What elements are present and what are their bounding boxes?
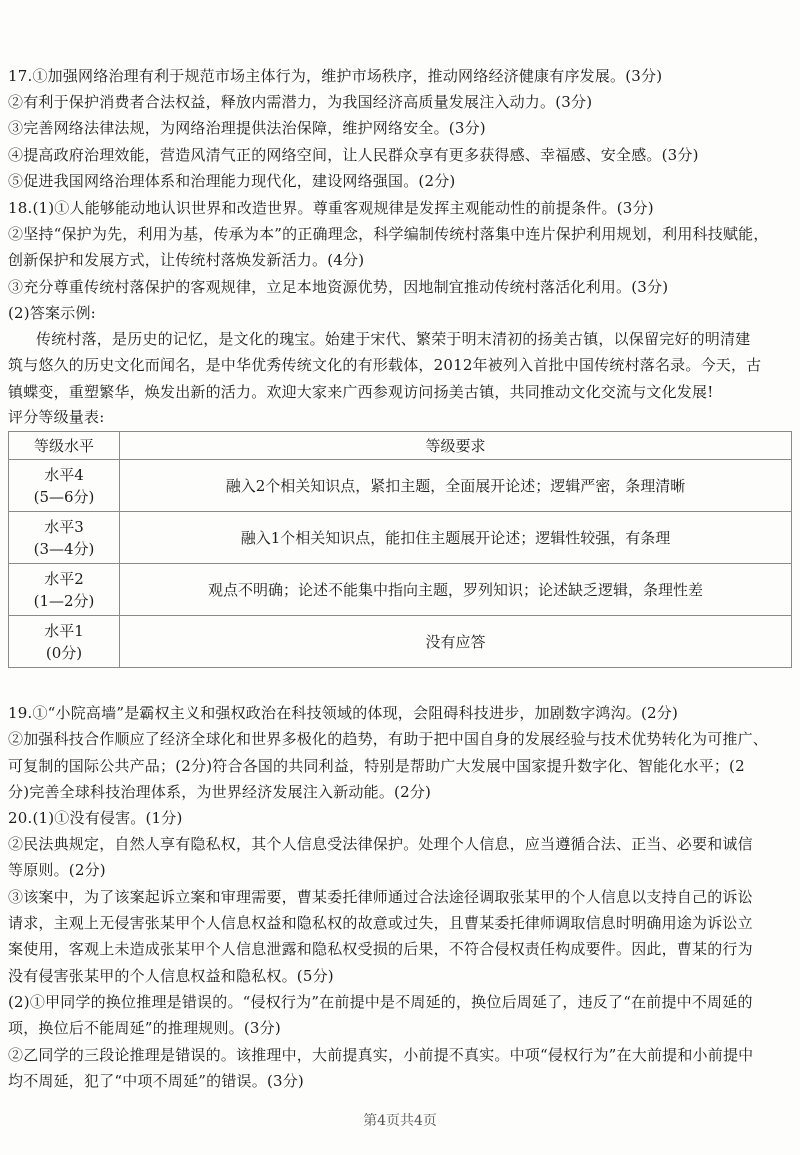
answer-17-point-2: ②有利于保护消费者合法权益，释放内需潜力，为我国经济高质量发展注入动力。(3分) (8, 93, 593, 111)
level-cell (9, 512, 120, 564)
answer-19-point-2-end: 分)完善全球科技治理体系，为世界经济发展注入新动能。(2分) (8, 783, 432, 801)
level-score: (0分) (45, 643, 83, 662)
answer-20-2-point-2: ②乙同学的三段论推理是错误的。该推理中，大前提真实，小前提不真实。中项“侵权行为”在大前提和小前提中 (8, 1046, 754, 1064)
answer-20-1-point-2-cont: 等原则。(2分) (8, 861, 106, 879)
answer-19-point-2: ②加强科技合作顺应了经济全球化和世界多极化的趋势，有助于把中国自身的发展经验与技术优势转化为可推广、 (8, 730, 769, 748)
table-row (9, 460, 792, 512)
table-row (9, 512, 792, 564)
sample-paragraph-line-1: 传统村落，是历史的记忆，是文化的瑰宝。始建于宋代、繁荣于明末清初的扬美古镇，以保留完好的明清建 (36, 330, 751, 348)
answer-20-1-point-3-cont-2: 案使用，客观上未造成张某甲个人信息泄露和隐私权受损的后果，不符合侵权责任构成要件。因此，曹某的行为 (8, 940, 753, 958)
answer-20-2-point-1-cont: 项，换位后不能周延”的推理规则。(3分) (8, 1019, 281, 1037)
table-row (9, 564, 792, 616)
answer-20-1-point-3: ③该案中，为了该案起诉立案和审理需要，曹某委托律师通过合法途径调取张某甲的个人信息以支持自己的诉讼 (8, 888, 753, 906)
answer-20-2-point-2-cont: 均不周延，犯了“中项不周延”的错误。(3分) (8, 1072, 304, 1090)
level-score: (5—6分) (33, 487, 95, 506)
level-name: 水平4 (44, 465, 84, 484)
level-score: (1—2分) (33, 591, 95, 610)
answer-18-1-point-2-cont: 创新保护和发展方式，让传统村落焕发新活力。(4分) (8, 251, 365, 269)
level-name: 水平1 (44, 621, 84, 640)
grading-scale-title: 评分等级量表: (8, 408, 105, 426)
requirement-cell: 融入1个相关知识点，能扣住主题展开论述；逻辑性较强，有条理 (120, 512, 792, 564)
answer-17-point-4: ④提高政府治理效能，营造风清气正的网络空间，让人民群众享有更多获得感、幸福感、安全感。(3分) (8, 146, 699, 164)
grading-table (8, 431, 792, 668)
requirement-cell: 观点不明确；论述不能集中指向主题，罗列知识；论述缺乏逻辑，条理性差 (120, 564, 792, 616)
answer-18-1-point-2: ②坚持“保护为先，利用为基，传承为本”的正确理念，科学编制传统村落集中连片保护利用规划，利用科技赋能， (8, 225, 769, 243)
level-cell (9, 616, 120, 668)
answer-18-2-heading: (2)答案示例: (8, 304, 96, 322)
grading-table-header (9, 432, 792, 460)
page-number: 第4页共4页 (363, 1113, 437, 1129)
table-row (9, 616, 792, 668)
answer-20-1-point-3-cont-3: 没有侵害张某甲的个人信息权益和隐私权。(5分) (8, 967, 334, 985)
answer-20-1-point-1: 20.(1)①没有侵害。(1分) (8, 809, 183, 827)
level-name: 水平2 (44, 569, 84, 588)
answer-17-point-5: ⑤促进我国网络治理体系和治理能力现代化，建设网络强国。(2分) (8, 172, 456, 190)
sample-paragraph-line-2: 筑与悠久的历史文化而闻名，是中华优秀传统文化的有形载体，2012年被列入首批中国传统村落名录。今天，古 (8, 356, 762, 374)
answer-20-1-point-2: ②民法典规定，自然人享有隐私权，其个人信息受法律保护。处理个人信息，应当遵循合法、正当、必要和诚信 (8, 835, 753, 853)
sample-paragraph-line-3: 镇蝶变，重塑繁华，焕发出新的活力。欢迎大家来广西参观访问扬美古镇，共同推动文化交流与文化发展! (8, 383, 714, 401)
requirement-cell: 融入2个相关知识点，紧扣主题，全面展开论述；逻辑严密，条理清晰 (120, 460, 792, 512)
answer-17-point-1: 17.①加强网络治理有利于规范市场主体行为，维护市场秩序，推动网络经济健康有序发展。(3分) (8, 67, 663, 85)
header-level: 等级水平 (9, 432, 120, 460)
header-requirement: 等级要求 (120, 432, 792, 460)
answer-19-point-1: 19.①“小院高墙”是霸权主义和强权政治在科技领域的体现，会阻碍科技进步，加剧数字鸿沟。(2分) (8, 704, 679, 722)
answer-20-1-point-3-cont-1: 请求，主观上无侵害张某甲个人信息权益和隐私权的故意或过失，且曹某委托律师调取信息时明确用途为诉讼立 (8, 914, 753, 932)
answer-17-point-3: ③完善网络法律法规，为网络治理提供法治保障，维护网络安全。(3分) (8, 119, 486, 137)
answer-20-2-point-1: (2)①甲同学的换位推理是错误的。“侵权行为”在前提中是不周延的，换位后周延了，违反了“在前提中不周延的 (8, 993, 753, 1011)
level-name: 水平3 (44, 517, 84, 536)
level-score: (3—4分) (33, 539, 95, 558)
answer-18-1-point-3: ③充分尊重传统村落保护的客观规律，立足本地资源优势，因地制宜推动传统村落活化利用。(3分) (8, 278, 669, 296)
level-cell (9, 564, 120, 616)
requirement-cell: 没有应答 (120, 616, 792, 668)
level-cell (9, 460, 120, 512)
answer-18-1-point-1: 18.(1)①人能够能动地认识世界和改造世界。尊重客观规律是发挥主观能动性的前提条件。(3分) (8, 199, 654, 217)
answer-19-point-2-cont: 可复制的国际公共产品；(2分)符合各国的共同利益，特别是帮助广大发展中国家提升数字化、智能化水平；(2 (8, 757, 745, 775)
